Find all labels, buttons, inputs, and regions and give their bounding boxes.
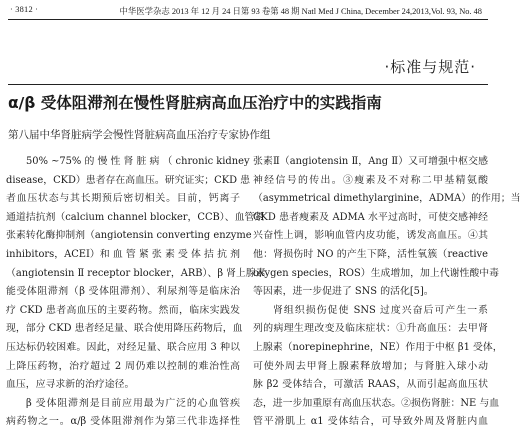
body-line: 态，进一步加重原有高血压状态。②损伤肾脏：NE 与血: [253, 397, 500, 409]
body-line: 者血压状态与其长期预后密切相关。目前，钙离子: [6, 193, 240, 205]
body-line: 能受体阻滞剂（β 受体阻滞剂）、利尿剂等是临床治: [6, 286, 240, 298]
page-number: · 3812 ·: [10, 5, 39, 14]
section-rule: [8, 84, 488, 85]
body-line: 病药物之一。α/β 受体阻滞剂作为第三代非选择性: [6, 416, 240, 428]
header-rule: [8, 19, 488, 20]
body-line: （asymmetrical dimethylarginine，ADMA）的作用；当: [253, 193, 521, 205]
body-line: 列的病理生理改变及临床症状：①升高血压：去甲肾: [253, 323, 488, 335]
body-line: 上腺素（norepinephrine，NE）作用于中枢 β1 受体，: [253, 341, 503, 353]
body-line: 兴奋性上调，影响血管内皮功能，诱发高血压。④其: [253, 230, 488, 242]
body-line: 张素Ⅱ（angiotensin Ⅱ，Ang Ⅱ）又可增强中枢交感: [253, 156, 488, 167]
body-line: 脉 β2 受体结合，可激活 RAAS，从而引起高血压状: [253, 379, 488, 391]
body-line: 压达标仍较困难。因此，对经足量、联合应用 3 种以: [6, 341, 240, 353]
body-line: 张素转化酶抑制剂（angiotensin converting enzyme: [6, 230, 252, 242]
body-line: 50% ~75% 的 慢 性 肾 脏 病 （ chronic kidney: [26, 156, 250, 167]
body-line: 现，部分 CKD 患者经足量、联合使用降压药物后，血: [6, 323, 243, 335]
right-column: [253, 153, 521, 432]
section-tag: ·标准与规范·: [384, 58, 476, 76]
body-line: inhibitors，ACEI）和 血 管 紧 张 素 受 体 拮 抗 剂: [6, 248, 240, 260]
body-line: CKD 患者瘦素及 ADMA 水平过高时，可使交感神经: [253, 211, 488, 223]
article-title: α/β 受体阻滞剂在慢性肾脏病高血压治疗中的实践指南: [8, 94, 382, 112]
body-line: β 受体阻滞剂是目前应用最为广泛的心血管疾: [26, 397, 240, 409]
body-line: 可使外周去甲肾上腺素释放增加；与肾脏入球小动: [253, 360, 488, 372]
body-line: disease，CKD）患者存在高血压。研究证实；CKD 患: [6, 174, 251, 186]
left-column: [6, 153, 266, 432]
body-line: 上降压药物，治疗超过 2 周仍难以控制的难治性高: [6, 360, 240, 372]
body-line: oxygen species，ROS）生成增加，加上代谢性酸中毒: [253, 267, 500, 279]
body-line: 血压，应寻求新的治疗途径。: [6, 379, 135, 391]
body-line: 神经信号的传出。③瘦素及不对称二甲基精氨酸: [253, 174, 488, 186]
body-line: 管平滑肌上 α1 受体结合，可导致外周及肾脏内血: [253, 416, 488, 428]
body-line: 等因素，进一步促进了 SNS 的活化[5]。: [253, 286, 434, 298]
body-line: 疗 CKD 患者高血压的主要药物。然而，临床实践发: [6, 304, 240, 316]
journal-citation: 中华医学杂志 2013 年 12 月 24 日第 93 卷第 48 期 Natl Med J China, December 24,2013,Vol. 93, No. 48: [119, 7, 482, 16]
author-group: 第八届中华肾脏病学会慢性肾脏病高血压治疗专家协作组: [8, 129, 271, 141]
body-line: 肾组织损伤促使 SNS 过度兴奋后可产生一系: [273, 304, 488, 316]
body-line: 他：肾损伤时 NO 的产生下降，活性氧簇（reactive: [253, 248, 488, 260]
body-line: 通道拮抗剂（calcium channel blocker，CCB）、血管紧: [6, 211, 265, 223]
running-header: [0, 0, 488, 22]
body-line: （angiotensin Ⅱ receptor blocker，ARB）、β 肾上腺素: [6, 267, 266, 279]
